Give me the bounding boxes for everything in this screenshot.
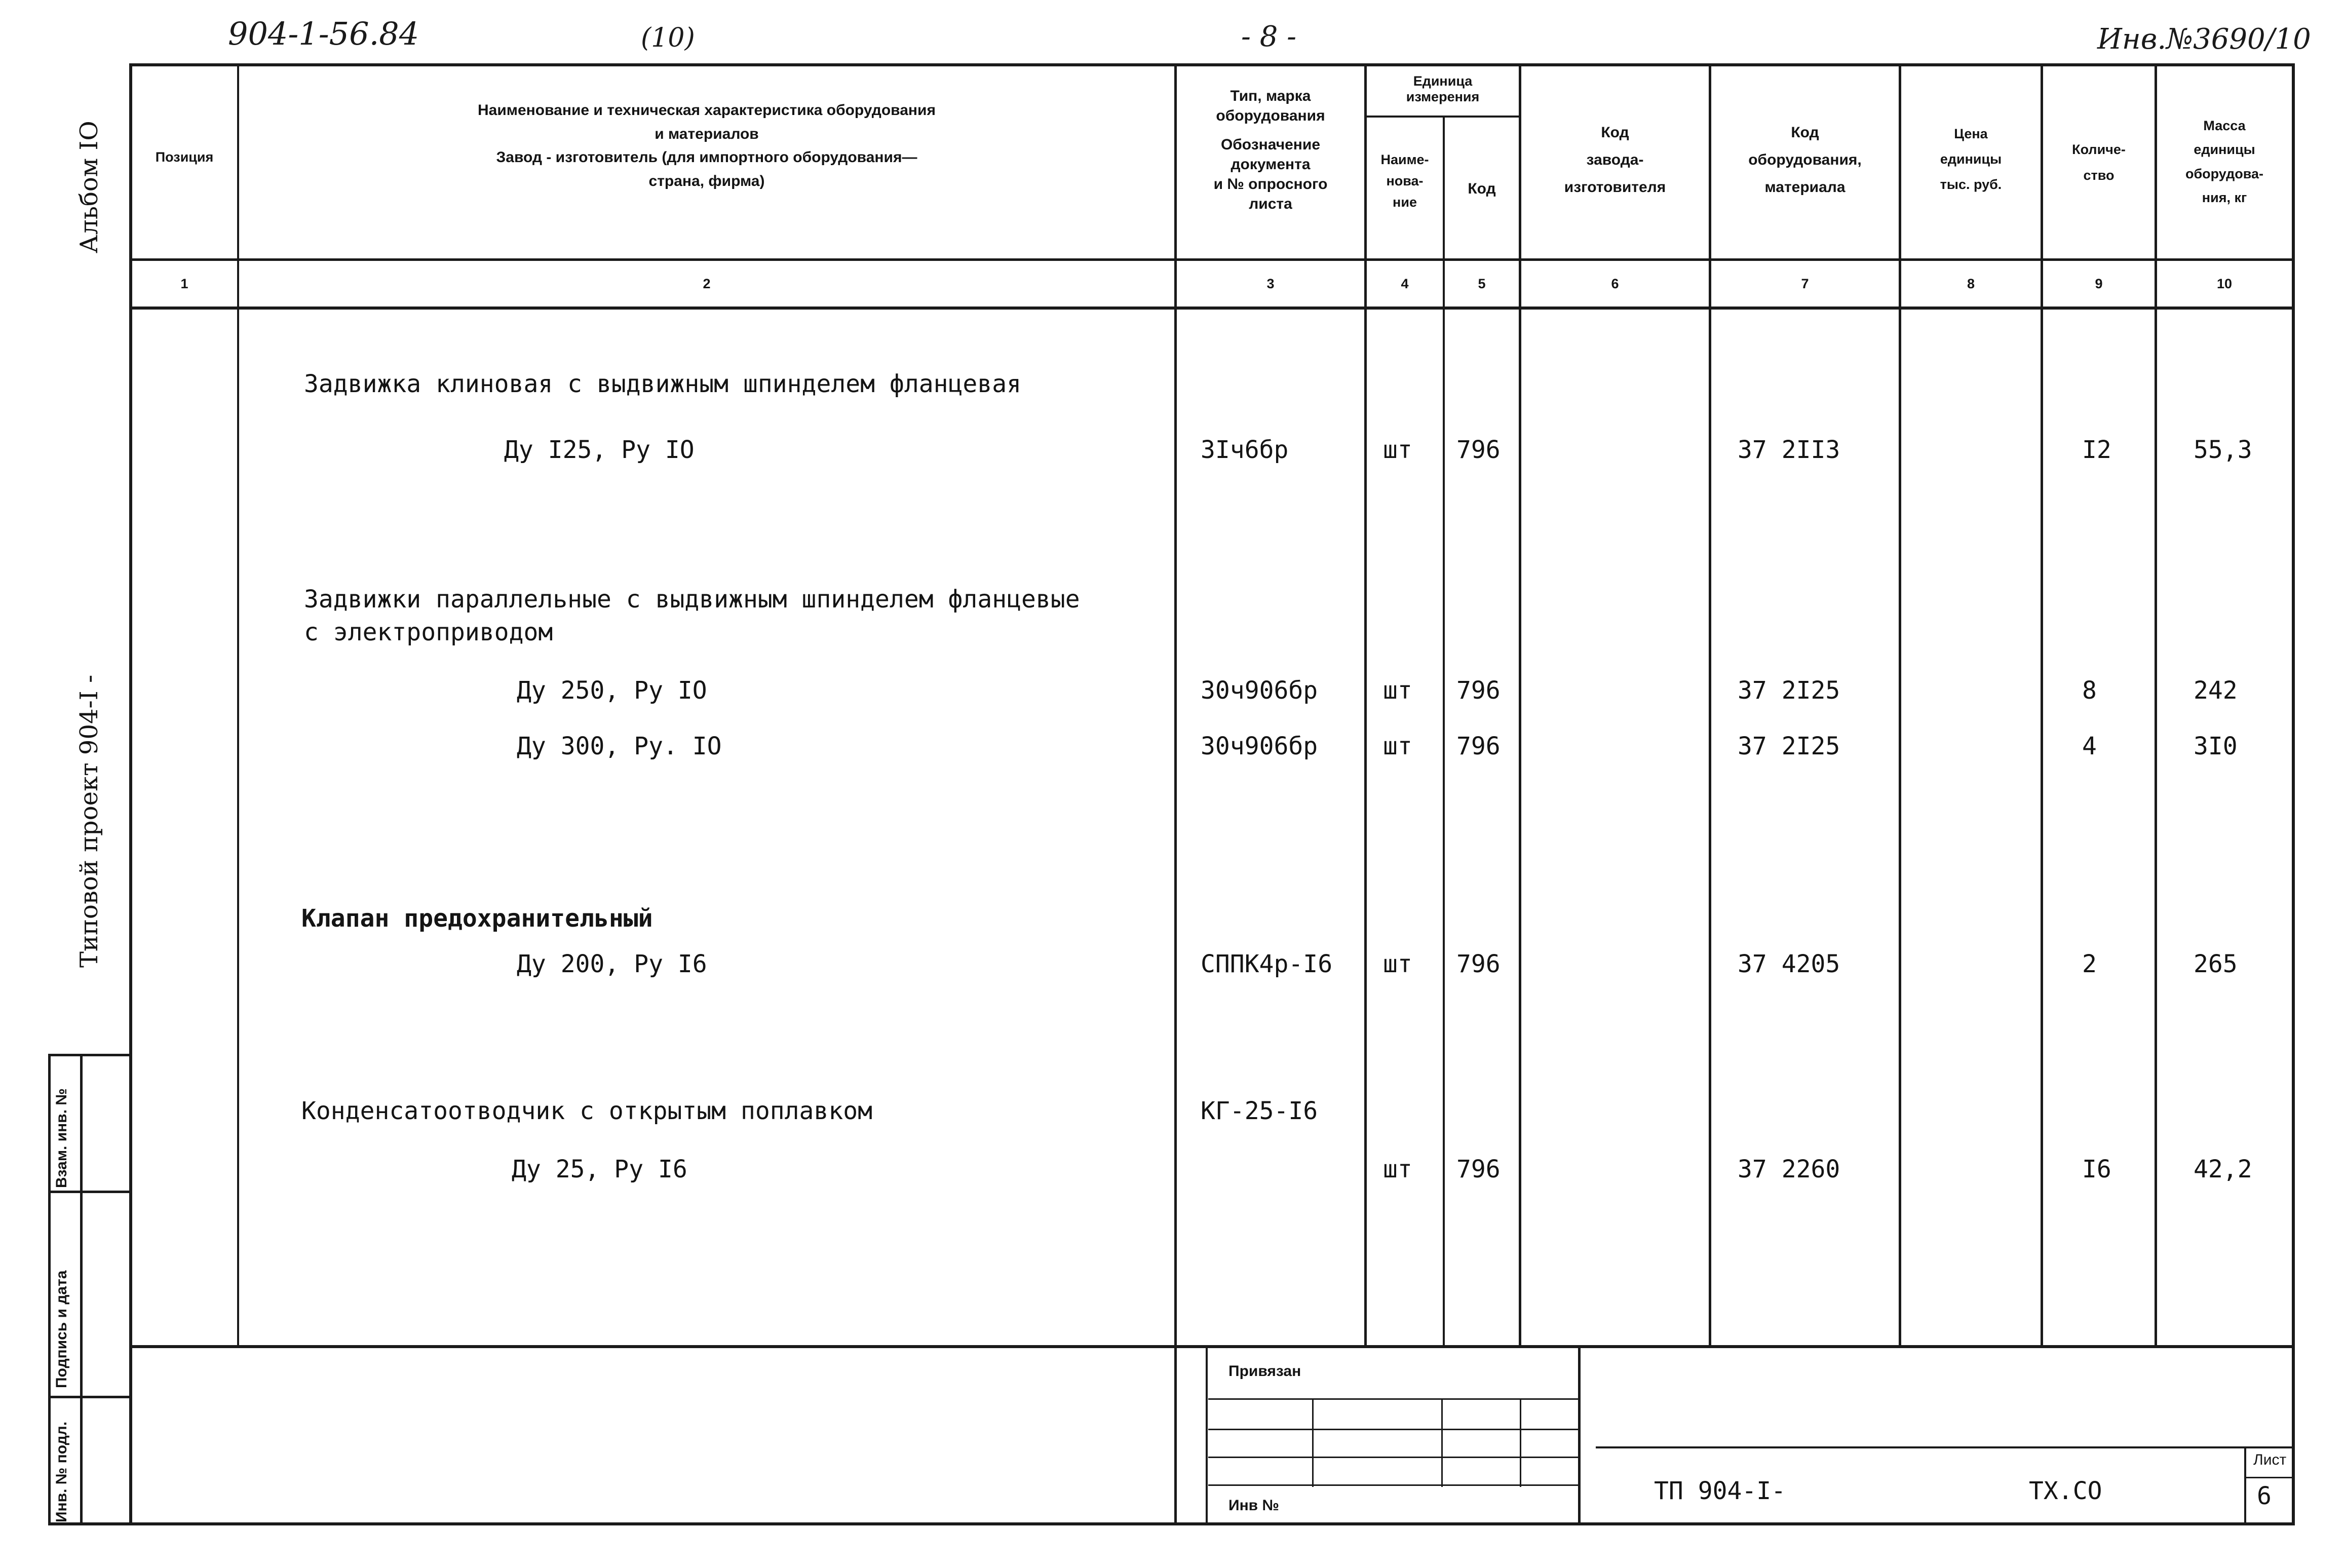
row-unit: шт — [1383, 732, 1412, 760]
row-qty: 8 — [2082, 676, 2097, 705]
row-unit-code: 796 — [1456, 436, 1501, 464]
row-mass: 265 — [2194, 950, 2238, 978]
stamp-line — [48, 1191, 129, 1193]
col-number-9: 9 — [2095, 276, 2103, 291]
row-type: 30ч906бр — [1201, 732, 1318, 760]
stamp-border-inner — [80, 1054, 83, 1525]
row-unit-code: 796 — [1456, 950, 1501, 978]
header-quantity-line1: Количе- — [2072, 142, 2126, 157]
numbers-bottom-border — [129, 307, 2295, 310]
privyazan-line — [1208, 1398, 1578, 1400]
header-unit-line1: Единица — [1413, 73, 1473, 89]
privyazan-vline — [1520, 1398, 1521, 1487]
privyazan-line — [1208, 1457, 1578, 1458]
header-equipment-code — [1711, 119, 1899, 201]
header-mass-line3: оборудова- — [2185, 166, 2264, 181]
sheet-box-left — [2244, 1446, 2246, 1522]
row-name: Задвижка клиновая с выдвижным шпинделем фланцевая — [304, 370, 1022, 398]
stamp-line — [48, 1396, 129, 1398]
sheet-box-line — [2244, 1477, 2292, 1478]
title-block-line — [1596, 1446, 2292, 1448]
header-type-line4: документа — [1231, 156, 1311, 173]
privyazan-box-top — [1206, 1345, 1581, 1348]
project-label: Типовой проект 904-I - — [75, 674, 103, 968]
row-type: СППК4р-I6 — [1201, 950, 1333, 978]
header-price-line1: Цена — [1954, 126, 1988, 141]
header-type-line5: и № опросного — [1213, 176, 1328, 193]
privyazan-vline — [1312, 1398, 1314, 1487]
row-code: 37 4205 — [1738, 950, 1840, 978]
handwritten-doc-number: 904-1-56.84 — [228, 15, 419, 52]
header-unit-name-line2: нова- — [1386, 173, 1424, 188]
header-mass-line2: единицы — [2194, 142, 2255, 158]
col-number-7: 7 — [1801, 276, 1809, 291]
row-qty: 2 — [2082, 950, 2097, 978]
unit-group-line — [1364, 116, 1521, 118]
privyazan-box-right — [1578, 1345, 1581, 1522]
stamp-line — [48, 1054, 129, 1056]
row-unit-code: 796 — [1456, 1155, 1501, 1183]
header-price-line3: тыс. руб. — [1940, 176, 2002, 192]
col-number-8: 8 — [1967, 276, 1975, 291]
header-type-line3: Обозначение — [1220, 136, 1321, 153]
row-mass: 42,2 — [2194, 1155, 2252, 1183]
table-top-border — [129, 63, 2295, 66]
col-sep-6 — [1709, 63, 1711, 1348]
header-plant-code-line1: Код — [1601, 124, 1629, 141]
header-name-line1: Наименование и техническая характеристика оборудования — [478, 102, 936, 119]
col-sep-1 — [237, 63, 239, 1348]
header-bottom-border — [129, 258, 2295, 261]
col-sep-4 — [1443, 117, 1445, 1348]
header-unit-group — [1367, 73, 1519, 105]
header-name-line3: Завод - изготовитель (для импортного оборудования— — [496, 149, 917, 166]
header-type-line1: Тип, марка — [1230, 88, 1311, 104]
stamp-border-left — [48, 1054, 51, 1525]
page-bottom-border — [48, 1522, 2295, 1525]
row-code: 37 2II3 — [1738, 436, 1840, 464]
row-mass: 242 — [2194, 676, 2238, 705]
stamp-vzam-label: Взам. инв. № — [53, 1088, 70, 1188]
row-code: 37 2I25 — [1738, 676, 1840, 705]
header-equipment-code-line2: оборудования, — [1748, 151, 1862, 168]
row-code: 37 2260 — [1738, 1155, 1840, 1183]
col-number-4: 4 — [1401, 276, 1409, 291]
row-name: Ду 200, Ру I6 — [517, 950, 707, 978]
privyazan-line — [1208, 1484, 1578, 1486]
privyazan-box-left — [1206, 1345, 1208, 1522]
header-mass-line4: ния, кг — [2202, 189, 2247, 205]
row-name: Ду 250, Ру IO — [517, 676, 707, 705]
header-type-line2: оборудования — [1216, 107, 1325, 124]
row-unit: шт — [1383, 676, 1412, 705]
row-name: с электроприводом — [304, 618, 553, 646]
sheet-label: Лист — [2253, 1451, 2287, 1468]
col-sep-9 — [2155, 63, 2157, 1348]
header-equipment-code-line3: материала — [1764, 179, 1846, 196]
header-type-line6: листа — [1249, 196, 1292, 212]
inv-no-label: Инв № — [1228, 1497, 1279, 1514]
header-price-line2: единицы — [1940, 151, 2002, 167]
row-name: Задвижки параллельные с выдвижным шпинделем фланцевые — [304, 585, 1080, 614]
header-type — [1177, 86, 1364, 214]
header-unit-name-line3: ние — [1393, 194, 1417, 210]
header-unit-code: Код — [1468, 180, 1496, 197]
row-name: Ду 300, Ру. IO — [517, 732, 722, 760]
col-number-5: 5 — [1478, 276, 1486, 291]
row-type: 3Iч6бр — [1201, 436, 1289, 464]
header-unit-line2: измерения — [1406, 89, 1480, 105]
header-position: Позиция — [155, 149, 214, 165]
col-sep-8 — [2041, 63, 2043, 1348]
doc-code: ТП 904-I- — [1654, 1477, 1786, 1505]
col-sep-7 — [1899, 63, 1901, 1348]
header-quantity-line2: ство — [2083, 168, 2115, 183]
header-price — [1901, 122, 2041, 198]
row-mass: 3I0 — [2194, 732, 2238, 760]
row-qty: I2 — [2082, 436, 2111, 464]
header-unit-name-line1: Наиме- — [1380, 152, 1429, 167]
album-label: Альбом IO — [75, 121, 103, 253]
row-qty: 4 — [2082, 732, 2097, 760]
row-unit: шт — [1383, 950, 1412, 978]
header-equipment-code-line1: Код — [1791, 124, 1819, 141]
col-number-6: 6 — [1611, 276, 1619, 291]
col-number-10: 10 — [2216, 276, 2233, 291]
header-unit-name — [1367, 149, 1443, 213]
row-name: Клапан предохранительный — [301, 904, 653, 933]
row-type: 30ч906бр — [1201, 676, 1318, 705]
row-name: Ду 25, Ру I6 — [512, 1155, 687, 1183]
row-type: КГ-25-I6 — [1201, 1097, 1318, 1125]
col-number-3: 3 — [1266, 276, 1275, 291]
header-plant-code — [1521, 119, 1709, 201]
table-right-border — [2292, 63, 2295, 1525]
header-plant-code-line3: изготовителя — [1564, 179, 1666, 196]
row-unit-code: 796 — [1456, 732, 1501, 760]
row-name: Ду I25, Ру IO — [504, 436, 695, 464]
doc-suffix: ТХ.СО — [2029, 1477, 2102, 1505]
col-number-2: 2 — [703, 276, 711, 291]
privyazan-vline — [1441, 1398, 1443, 1487]
row-unit-code: 796 — [1456, 676, 1501, 705]
header-quantity — [2043, 137, 2155, 189]
page-number-top: - 8 - — [1241, 20, 1297, 53]
stamp-inv-podl-label: Инв. № подл. — [53, 1421, 70, 1522]
header-plant-code-line2: завода- — [1586, 151, 1644, 168]
sheet-number: 6 — [2257, 1482, 2272, 1510]
col-sep-5 — [1519, 63, 1521, 1348]
col-number-1: 1 — [180, 276, 188, 291]
row-qty: I6 — [2082, 1155, 2111, 1183]
header-name-line2: и материалов — [655, 125, 759, 142]
row-unit: шт — [1383, 1155, 1412, 1183]
header-mass — [2157, 114, 2292, 210]
header-mass-line1: Масса — [2203, 118, 2246, 133]
stamp-sign-date-label: Подпись и дата — [53, 1270, 70, 1388]
col-sep-3 — [1364, 63, 1367, 1348]
header-name — [239, 99, 1174, 193]
inventory-number-handwritten: Инв.№3690/10 — [2097, 23, 2311, 56]
privyazan-line — [1208, 1429, 1578, 1430]
album-number: (10) — [641, 23, 695, 53]
row-unit: шт — [1383, 436, 1412, 464]
row-code: 37 2I25 — [1738, 732, 1840, 760]
row-mass: 55,3 — [2194, 436, 2252, 464]
header-name-line4: страна, фирма) — [648, 172, 765, 189]
privyazan-label: Привязан — [1228, 1363, 1301, 1380]
row-name: Конденсатоотводчик с открытым поплавком — [301, 1097, 873, 1125]
